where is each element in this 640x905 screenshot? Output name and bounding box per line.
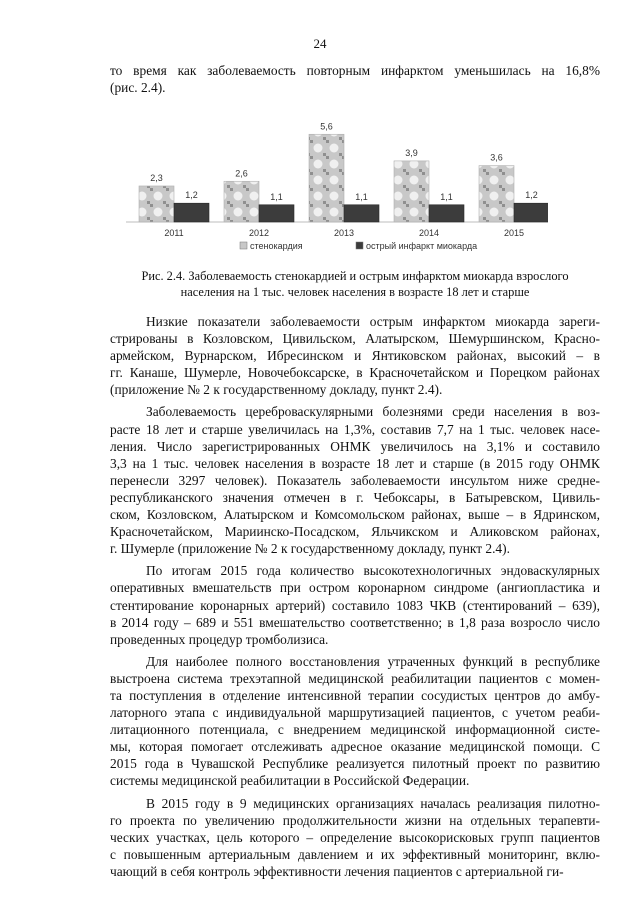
paragraph-line: 2015 года в Чувашской Республике реализуется пилотный проект по развитию bbox=[110, 756, 600, 772]
page-number: 24 bbox=[313, 36, 327, 51]
bar-infarct bbox=[429, 205, 464, 222]
bar-infarct bbox=[344, 205, 379, 222]
paragraph-line: 3,3 на 1 тыс. человек населения в возрасте 18 лет и старше (в 2015 году ОНМК bbox=[110, 455, 600, 471]
caption-line: Рис. 2.4. Заболеваемость стенокардией и острым инфарктом миокарда взрослого bbox=[141, 269, 569, 283]
bar-infarct bbox=[514, 203, 548, 222]
paragraph-line: выстроена система трехэтапной медицинской реабилитации пациентов с момен- bbox=[110, 670, 600, 686]
paragraph-line: Красночетайском, Мариинско-Посадском, Яльчикском и Аликовском районах, bbox=[110, 524, 600, 540]
bar-angina bbox=[394, 161, 429, 222]
body-text bbox=[110, 313, 600, 885]
bar-infarct bbox=[259, 205, 294, 222]
legend-label: острый инфаркт миокарда bbox=[366, 241, 478, 251]
paragraph-line: В 2015 году в 9 медицинских организациях началась реализация пилотно- bbox=[146, 795, 600, 811]
bar-angina bbox=[479, 166, 514, 222]
paragraph-line: го проекта по увеличению продолжительности жизни на отдельных терапевти- bbox=[110, 812, 600, 828]
paragraph-line: системы медицинской реабилитации в Российской Федерации. bbox=[110, 773, 470, 789]
paragraph-line: стрированы в Козловском, Цивильском, Алатырском, Шемуршинском, Красно- bbox=[110, 331, 600, 347]
legend-swatch bbox=[356, 242, 363, 249]
intro-line: то время как заболеваемость повторным инфарктом уменьшилась на 16,8% bbox=[110, 63, 600, 78]
paragraph-line: с повышенным артериальным давлением и их эффективный мониторинг, вклю- bbox=[110, 846, 600, 862]
paragraph-line: По итогам 2015 года количество высокотехнологичных эндоваскулярных bbox=[146, 563, 600, 579]
data-label: 1,2 bbox=[525, 190, 538, 201]
data-label: 5,6 bbox=[320, 121, 333, 132]
paragraph-line: Для наиболее полного восстановления утраченных функций в республике bbox=[146, 653, 600, 669]
paragraph-line: ском, Козловском, Алатырском и Комсомольском районах, выше – в Ядринском, bbox=[110, 507, 600, 523]
paragraph-line: (приложение № 2 к государственному докладу, пункт 2.4). bbox=[110, 382, 443, 398]
paragraph-line: армейском, Вурнарском, Ибресинском и Янтиковском районах, высокий – в bbox=[110, 348, 600, 364]
paragraph-line: проведенных процедур тромболизиса. bbox=[110, 631, 329, 647]
data-label: 1,1 bbox=[355, 191, 368, 202]
bar-chart bbox=[118, 108, 548, 258]
data-label: 3,6 bbox=[490, 152, 503, 163]
paragraph-line: мы, которая помогает отслеживать адресное оказание медицинской помощи. С bbox=[110, 739, 600, 755]
bar-angina bbox=[309, 134, 344, 222]
chart-plot-area bbox=[126, 121, 548, 251]
data-label: 2,6 bbox=[235, 168, 248, 179]
x-tick-label: 2013 bbox=[333, 228, 355, 238]
intro-text bbox=[110, 62, 600, 96]
caption-line: населения на 1 тыс. человек населения в возрасте 18 лет и старше bbox=[180, 285, 530, 299]
paragraph-line: в 2014 году – 689 и 551 вмешательство соответственно; в 1,8 раза возросло число bbox=[110, 614, 600, 630]
legend-swatch bbox=[240, 242, 247, 249]
data-label: 1,1 bbox=[270, 191, 283, 202]
paragraph-line: г. Шумерле (приложение № 2 к государственному докладу, пункт 2.4). bbox=[110, 541, 510, 557]
data-label: 1,2 bbox=[185, 190, 198, 201]
paragraph-line: оперативных вмешательств при остром коронарном синдроме (ангиопластика и bbox=[110, 580, 600, 596]
paragraph-line: ления. Число зарегистрированных ОНМК увеличилось на 3,1% и составило bbox=[110, 438, 600, 454]
data-label: 1,1 bbox=[440, 191, 453, 202]
paragraph-line: расте 18 лет и старше увеличилась на 1,3%, составив 7,7 на 1 тыс. человек насе- bbox=[110, 421, 600, 437]
paragraph-line: перенесли 3297 человек). Показатель заболеваемости инсультом ниже средне- bbox=[110, 472, 600, 488]
paragraph-line: литационного потенциала, с внедрением медицинской информационной систе- bbox=[110, 722, 600, 738]
paragraph-line: ческих участках, цель которого – определение высокорисковых групп пациентов bbox=[110, 829, 600, 845]
paragraph-line: Низкие показатели заболеваемости острым инфарктом миокарда зареги- bbox=[146, 314, 600, 329]
x-tick-label: 2014 bbox=[418, 228, 440, 238]
bar-angina bbox=[139, 186, 174, 222]
intro-line: (рис. 2.4). bbox=[110, 80, 166, 95]
bar-angina bbox=[224, 181, 259, 222]
paragraph-line: Заболеваемость цереброваскулярными болезнями среди населения в воз- bbox=[146, 404, 600, 420]
paragraph bbox=[110, 562, 600, 647]
paragraph bbox=[110, 795, 600, 880]
legend-label: стенокардия bbox=[250, 241, 303, 251]
x-tick-label: 2015 bbox=[503, 228, 525, 238]
paragraph bbox=[110, 403, 600, 557]
data-label: 3,9 bbox=[405, 147, 418, 158]
bar-infarct bbox=[174, 203, 209, 222]
data-label: 2,3 bbox=[150, 172, 163, 183]
paragraph-line: гг. Канаше, Шумерле, Новочебоксарске, в Красночетайском и Порецком районах bbox=[110, 365, 600, 381]
x-tick-label: 2012 bbox=[248, 228, 270, 238]
paragraph-line: республиканского значения отмечен в г. Чебоксары, в Батыревском, Цивиль- bbox=[110, 489, 600, 505]
x-tick-label: 2011 bbox=[164, 228, 184, 238]
paragraph bbox=[110, 653, 600, 790]
paragraph bbox=[110, 313, 600, 398]
paragraph-line: та поступления в отделение интенсивной терапии сосудистых центров до амбу- bbox=[110, 687, 600, 703]
paragraph-line: латорного этапа с индивидуальной маршрутизацией пациентов, с учетом реаби- bbox=[110, 705, 600, 721]
paragraph-line: чающий в себя контроль эффективности лечения пациентов с артериальной ги- bbox=[110, 863, 564, 879]
paragraph-line: стентирование коронарных артерий) составило 1083 ЧКВ (стентирований – 639), bbox=[110, 597, 600, 613]
figure-caption bbox=[110, 268, 600, 300]
